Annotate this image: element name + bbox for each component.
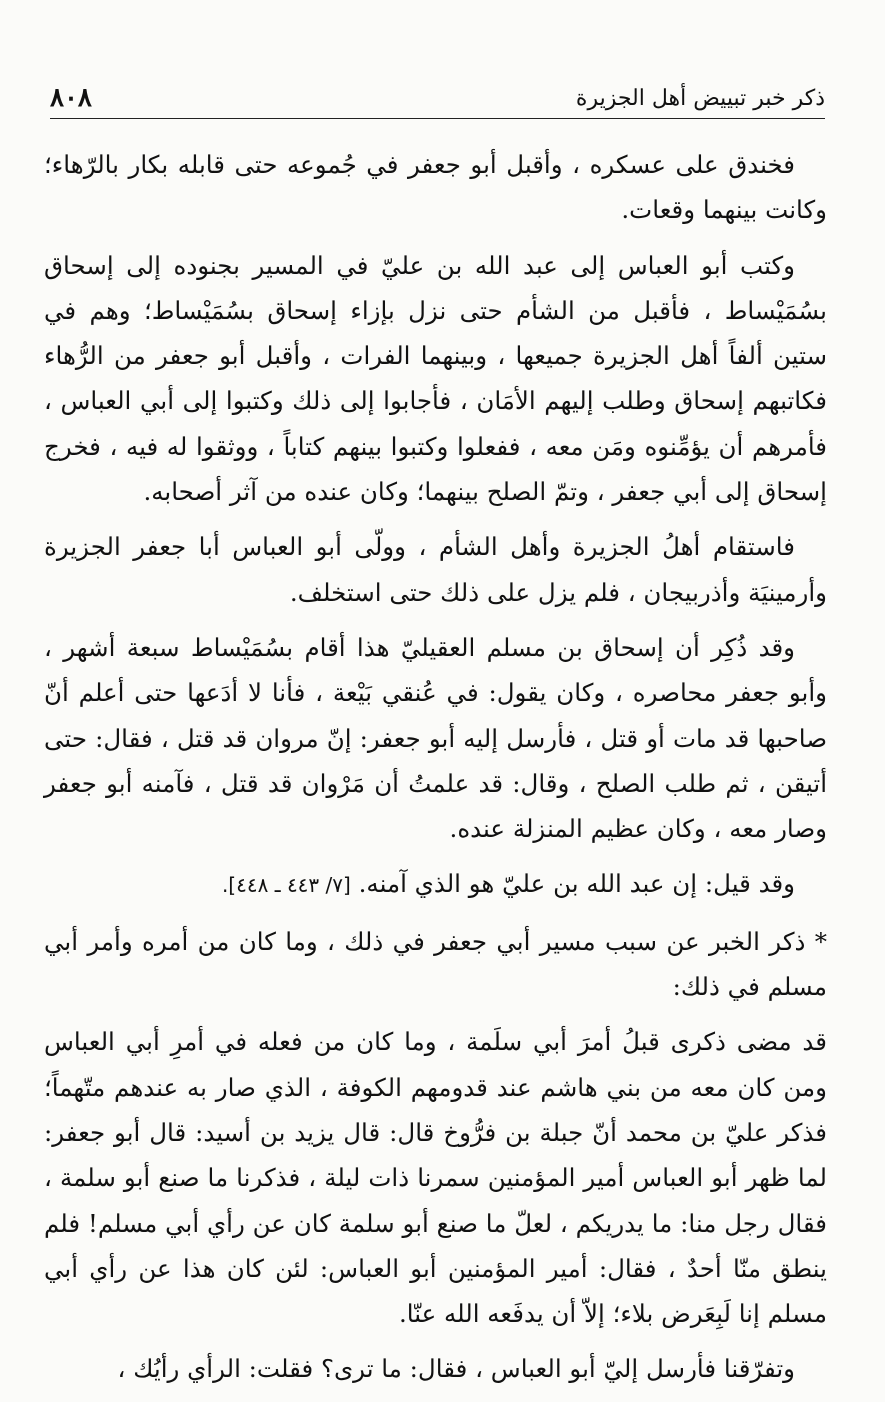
paragraph	[44, 1346, 827, 1391]
page-header	[50, 78, 825, 119]
paragraph	[44, 142, 827, 233]
heading-text: * ذكر الخبر عن سبب مسير أبي جعفر في ذلك ، وما كان من أمره وأمر أبي مسلم في ذلك:	[44, 926, 827, 1002]
section-heading	[44, 919, 827, 1010]
paragraph-text: وكتب أبو العباس إلى عبد الله بن عليّ في المسير بجنوده إلى إسحاق بسُمَيْساط ، فأقبل من الشأم حتى نزل بإزاء إسحاق بسُمَيْساط؛ وهم في ستين ألفاً أهل الجزيرة جميعها ، وبينهما الفرات ، وأقبل أبو جعفر من الرُّهاء فكاتبهم إسحاق وطلب إليهم الأمَان ، فأجابوا إلى ذلك وكتبوا إلى أبي العباس ، فأمرهم أن يؤمِّنوه ومَن معه ، ففعلوا وكتبوا بينهم كتاباً ، ووثقوا له فيه ، فخرج إسحاق إلى أبي جعفر ، وتمّ الصلح بينهما؛ وكان عنده من آثر أصحابه.	[44, 250, 827, 507]
paragraph-text: وقد قيل: إن عبد الله بن عليّ هو الذي آمنه.	[358, 869, 795, 899]
paragraph	[44, 524, 827, 615]
paragraph	[44, 1019, 827, 1336]
paragraph-text: وتفرّقنا فأرسل إليّ أبو العباس ، فقال: ما ترى؟ فقلت: الرأي رأيُك ،	[117, 1354, 795, 1384]
running-title: ذكر خبر تبييض أهل الجزيرة	[575, 85, 825, 111]
paragraph-text: فخندق على عسكره ، وأقبل أبو جعفر في جُموعه حتى قابله بكار بالرّهاء؛ وكانت بينهما وقعات.	[44, 150, 827, 225]
paragraph	[44, 625, 827, 851]
paragraph-text: قد مضى ذكرى قبلُ أمرَ أبي سلَمة ، وما كان من فعله في أمرِ أبي العباس ومن كان معه من بني هاشم عند قدومهم الكوفة ، الذي صار به عندهم متّهماً؛ فذكر عليّ بن محمد أنّ جبلة بن فرُّوخ قال: قال يزيد بن أسيد: قال أبو جعفر: لما ظهر أبو العباس أمير المؤمنين سمرنا ذات ليلة ، فذكرنا ما صنع أبو سلمة ، فقال رجل منا: ما يدريكم ، لعلّ ما صنع أبو سلمة كان عن رأي أبي مسلم! فلم ينطق منّا أحدٌ ، فقال: أمير المؤمنين أبو العباس: لئن كان هذا عن رأي أبي مسلم إنا لَبِعَرض بلاء؛ إلاّ أن يدفَعه الله عنّا.	[44, 1027, 827, 1329]
page-body	[44, 142, 827, 1402]
paragraph	[44, 243, 827, 515]
paragraph	[44, 861, 827, 908]
paragraph-text: فاستقام أهلُ الجزيرة وأهل الشأم ، وولّى أبو العباس أبا جعفر الجزيرة وأرمينيَة وأذربيجان ، فلم يزل على ذلك حتى استخلف.	[44, 532, 827, 607]
paragraph-text: وقد ذُكِر أن إسحاق بن مسلم العقيليّ هذا أقام بسُمَيْساط سبعة أشهر ، وأبو جعفر محاصره ، وكان يقول: في عُنقي بَيْعة ، فأنا لا أدَعها حتى أعلم أنّ صاحبها قد مات أو قتل ، فأرسل إليه أبو جعفر: إنّ مروان قد قتل ، فقال: حتى أتيقن ، ثم طلب الصلح ، وقال: قد علمتُ أن مَرْوان قد قتل ، فآمنه أبو جعفر وصار معه ، وكان عظيم المنزلة عنده.	[44, 632, 827, 844]
page-number: ٨٠٨	[50, 83, 92, 113]
source-reference: [٧/ ٤٤٣ ـ ٤٤٨].	[221, 873, 351, 898]
